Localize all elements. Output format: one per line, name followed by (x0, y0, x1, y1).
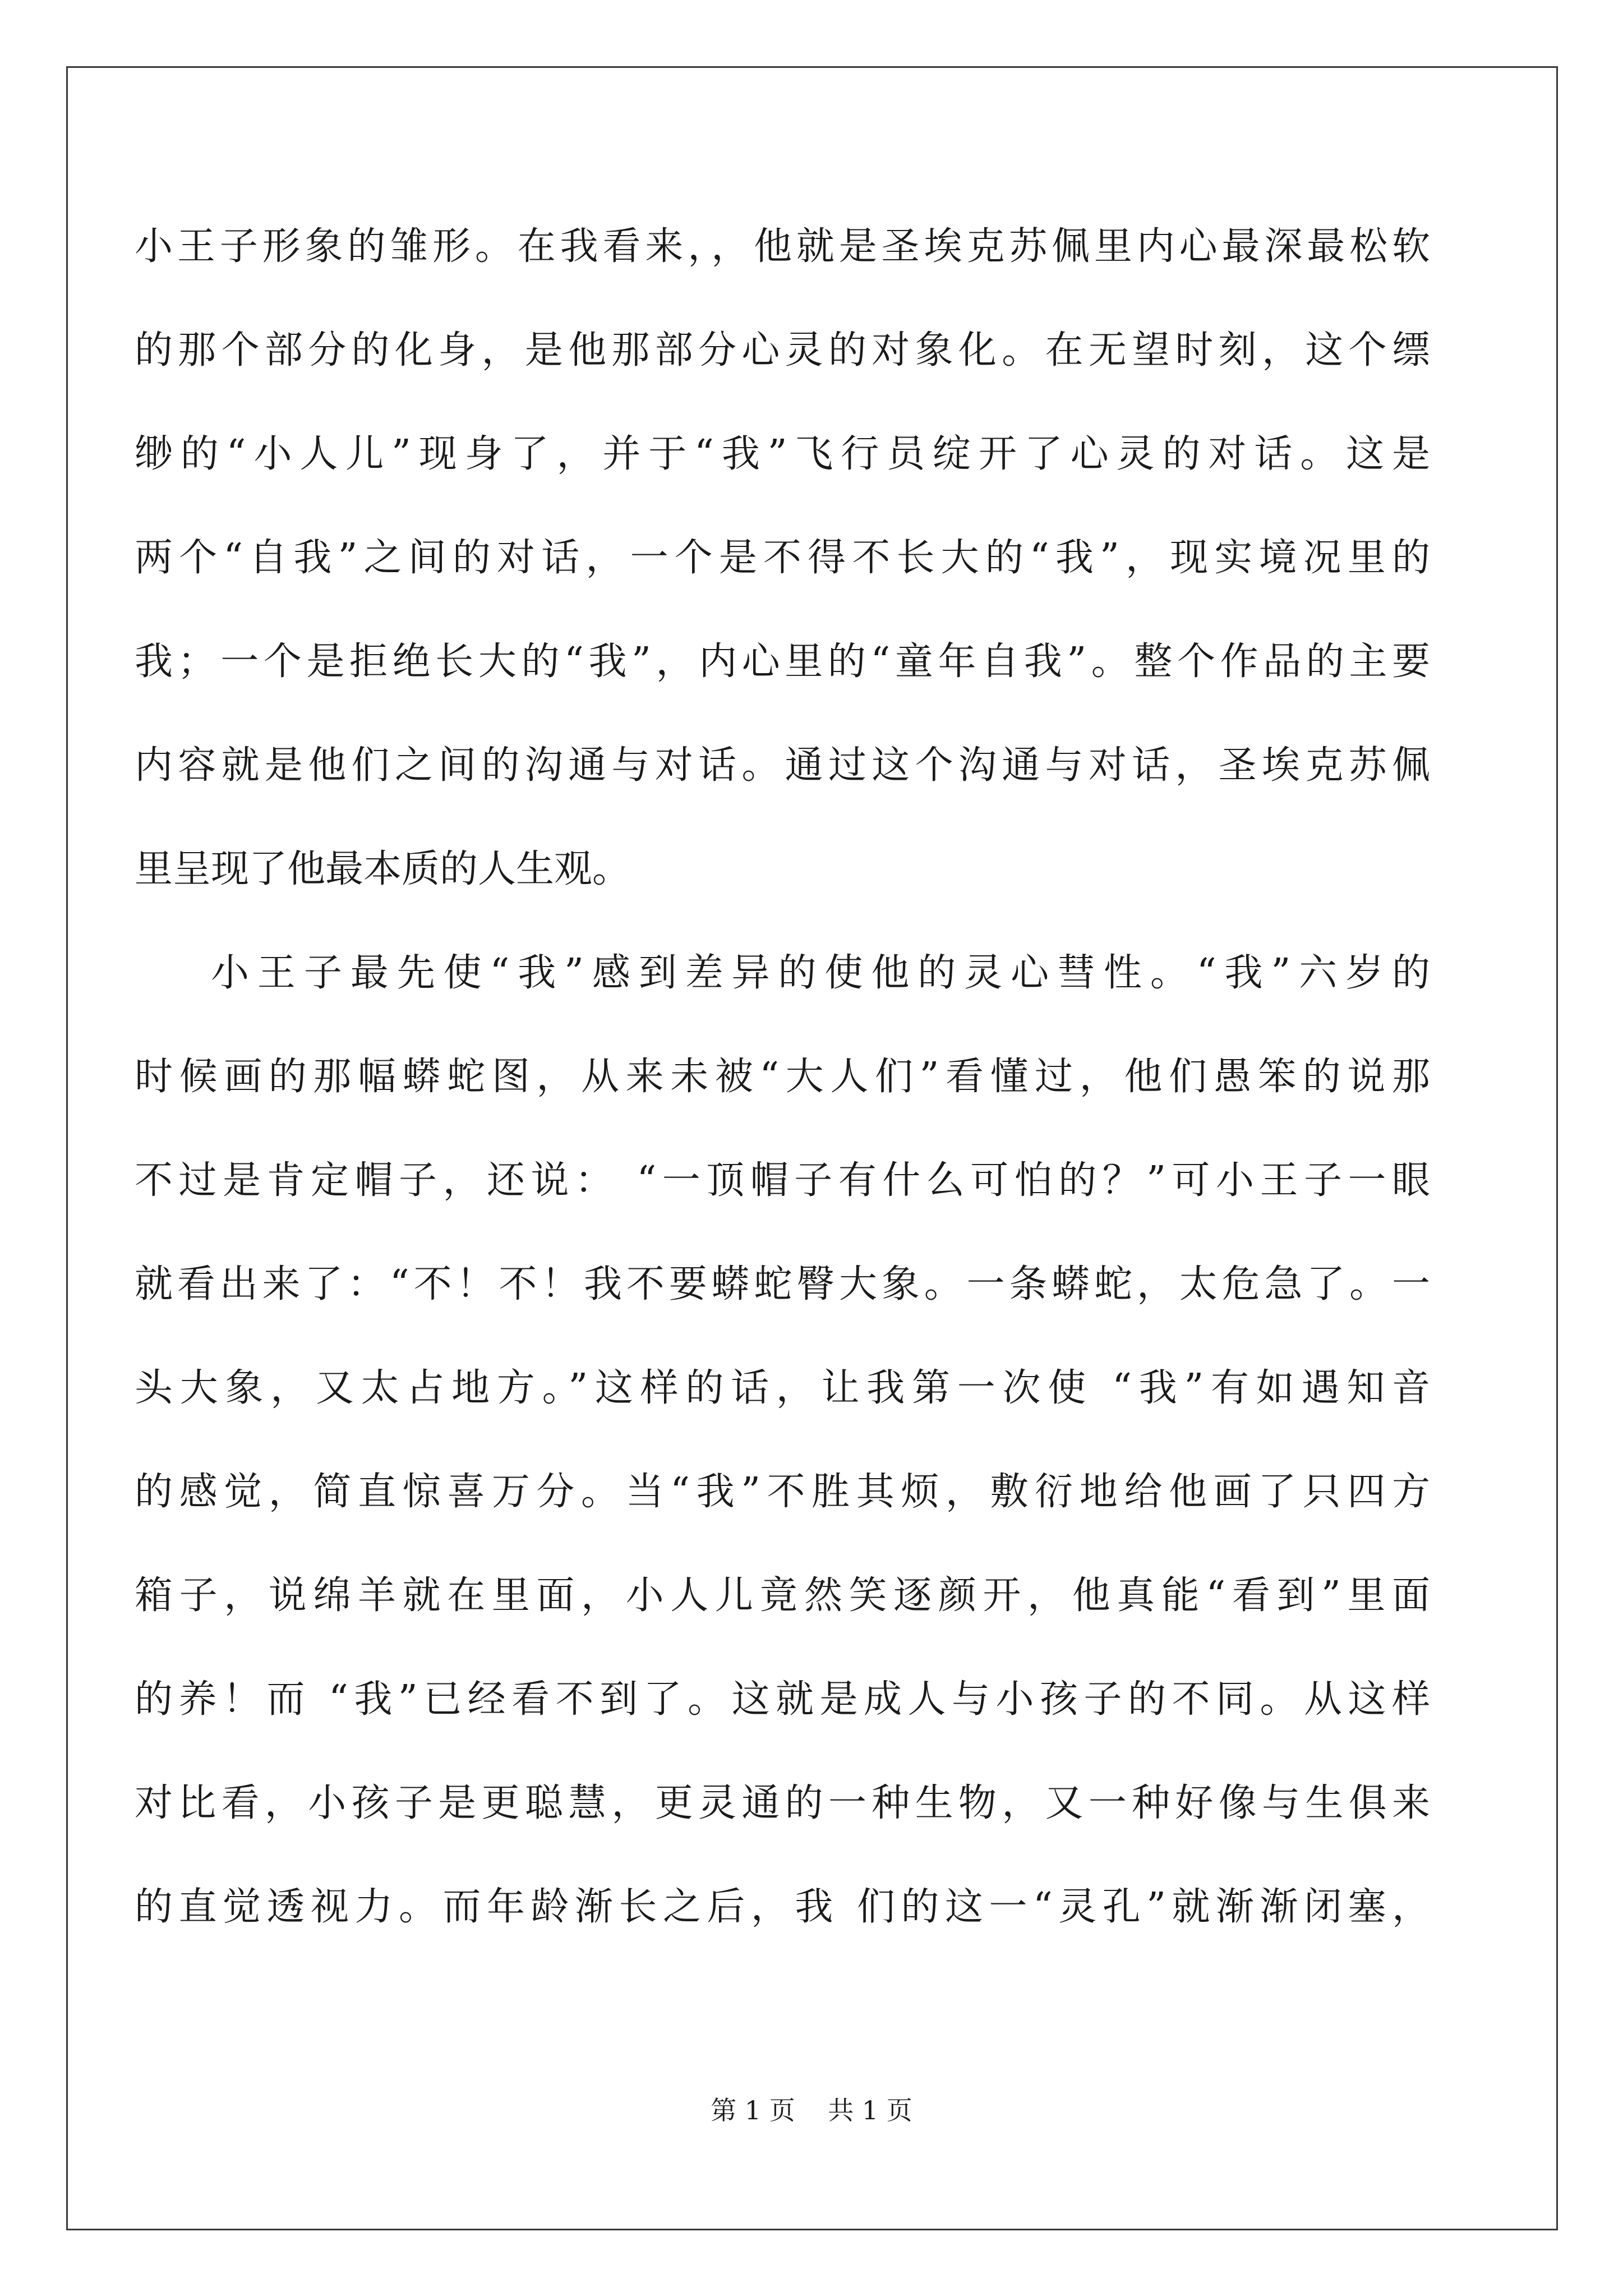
text-line-1: 小王子形象的雏形。在我看来，，他就是圣埃克苏佩里内心最深最松软 (135, 224, 1430, 269)
text-line-12: 头大象，又太占地方。”这样的话，让我第一次使 “我”有如遇知音 (135, 1366, 1430, 1410)
text-line-14: 箱子，说绵羊就在里面，小人儿竟然笑逐颜开，他真能“看到”里面 (135, 1573, 1430, 1618)
text-line-17: 的直觉透视力。而年龄渐长之后，我 们的这一“灵孔”就渐渐闭塞， (135, 1885, 1430, 1929)
text-line-13: 的感觉，简直惊喜万分。当“我”不胜其烦，敷衍地给他画了只四方 (135, 1470, 1430, 1514)
text-line-5: 我；一个是拒绝长大的“我”，内心里的“童年自我”。整个作品的主要 (135, 639, 1430, 684)
text-line-2: 的那个部分的化身，是他那部分心灵的对象化。在无望时刻，这个缥 (135, 328, 1430, 372)
text-line-9: 时候画的那幅蟒蛇图，从来未被“大人们”看懂过，他们愚笨的说那 (135, 1055, 1430, 1099)
text-line-16: 对比看，小孩子是更聪慧，更灵通的一种生物，又一种好像与生俱来 (135, 1781, 1430, 1825)
text-line-4: 两个“自我”之间的对话，一个是不得不长大的“我”，现实境况里的 (135, 536, 1430, 580)
text-line-3: 缈的“小人儿”现身了，并于“我”飞行员绽开了心灵的对话。这是 (135, 432, 1430, 476)
text-line-10: 不过是肯定帽子，还说： “一顶帽子有什么可怕的？”可小王子一眼 (135, 1158, 1430, 1203)
text-line-15: 的养！而 “我”已经看不到了。这就是成人与小孩子的不同。从这样 (135, 1677, 1430, 1722)
text-line-7: 里呈现了他最本质的人生观。 (135, 847, 631, 891)
text-line-11: 就看出来了：“不！不！我不要蟒蛇臀大象。一条蟒蛇，太危急了。一 (135, 1262, 1430, 1306)
text-line-6: 内容就是他们之间的沟通与对话。通过这个沟通与对话，圣埃克苏佩 (135, 743, 1430, 788)
page-number-footer: 第 1 页 共 1 页 (711, 2095, 912, 2125)
text-line-8: 小王子最先使“我”感到差异的使他的灵心彗性。“我”六岁的 (211, 951, 1430, 995)
